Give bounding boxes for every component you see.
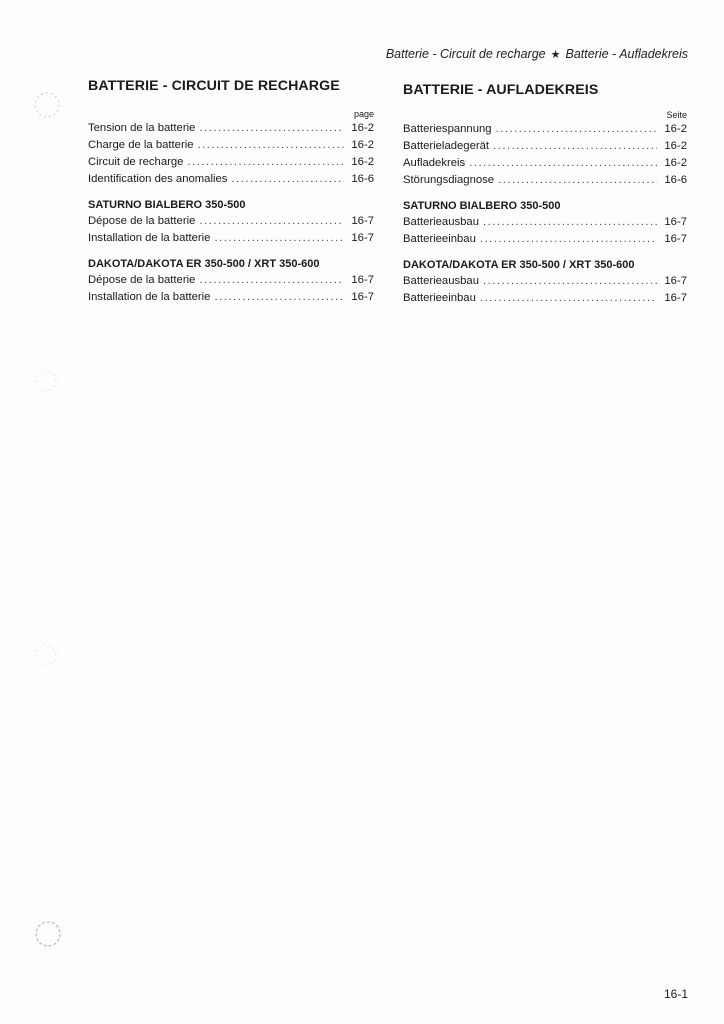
dot-leader (469, 155, 657, 172)
dot-leader (483, 214, 657, 231)
toc-entry-page: 16-7 (664, 233, 687, 245)
dot-leader (199, 120, 344, 137)
section-heading: SATURNO BIALBERO 350-500 (403, 200, 561, 212)
toc-entry-label: Installation de la batterie (88, 291, 211, 303)
german-toc (403, 76, 687, 307)
dot-leader (198, 137, 344, 154)
french-page-label: page (353, 109, 374, 119)
toc-entry-page: 16-2 (664, 140, 687, 152)
toc-entry-page: 16-6 (351, 173, 374, 185)
toc-entry[interactable] (403, 273, 687, 290)
toc-entry-label: Installation de la batterie (88, 232, 211, 244)
toc-entry-page: 16-2 (664, 123, 687, 135)
toc-entry[interactable] (403, 290, 687, 307)
toc-entry-page: 16-7 (351, 232, 374, 244)
toc-entry-label: Charge de la batterie (88, 139, 194, 151)
dot-leader (187, 154, 344, 171)
header-french: Batterie - Circuit de recharge (385, 47, 546, 61)
dot-leader (214, 289, 344, 306)
toc-entry[interactable] (88, 137, 374, 154)
toc-entry-page: 16-7 (664, 216, 687, 228)
toc-entry[interactable] (88, 213, 374, 230)
toc-entry[interactable] (88, 154, 374, 171)
dot-leader (480, 290, 657, 307)
toc-entry-page: 16-7 (664, 275, 687, 287)
toc-entry-label: Aufladekreis (403, 157, 466, 169)
dot-leader (498, 172, 657, 189)
toc-entry-page: 16-7 (351, 274, 374, 286)
toc-entry[interactable] (88, 289, 374, 306)
toc-entry[interactable] (88, 171, 374, 188)
dot-leader (493, 138, 657, 155)
toc-entry[interactable] (88, 272, 374, 289)
punch-hole-mark (30, 916, 66, 952)
toc-entry-label: Störungsdiagnose (403, 174, 495, 186)
dot-leader (496, 121, 657, 138)
dot-leader (483, 273, 657, 290)
dot-leader (199, 272, 344, 289)
toc-entry[interactable] (403, 121, 687, 138)
toc-entry-page: 16-2 (664, 157, 687, 169)
section-heading: DAKOTA/DAKOTA ER 350-500 / XRT 350-600 (88, 258, 320, 270)
german-page-label: Seite (666, 110, 687, 120)
toc-entry[interactable] (403, 155, 687, 172)
toc-entry-label: Batteriespannung (403, 123, 492, 135)
toc-entry-page: 16-2 (351, 122, 374, 134)
french-toc (88, 76, 374, 306)
toc-entry[interactable] (88, 120, 374, 137)
punch-hole-mark (30, 366, 64, 396)
page-number: 16-1 (663, 987, 688, 1001)
dot-leader (214, 230, 344, 247)
star-icon: ★ (550, 49, 561, 61)
toc-entry-label: Batterieausbau (403, 216, 479, 228)
toc-entry[interactable] (403, 138, 687, 155)
toc-entry[interactable] (403, 214, 687, 231)
toc-entry-page: 16-7 (351, 215, 374, 227)
toc-entry-label: Circuit de recharge (88, 156, 184, 168)
dot-leader (199, 213, 344, 230)
french-title: BATTERIE - CIRCUIT DE RECHARGE (88, 78, 340, 94)
toc-entry[interactable] (88, 230, 374, 247)
header-german: Batterie - Aufladekreis (565, 47, 688, 61)
dot-leader (480, 231, 657, 248)
section-heading: DAKOTA/DAKOTA ER 350-500 / XRT 350-600 (403, 259, 635, 271)
toc-entry-page: 16-7 (351, 291, 374, 303)
toc-entry[interactable] (403, 231, 687, 248)
toc-entry-label: Tension de la batterie (88, 122, 196, 134)
toc-entry-label: Dépose de la batterie (88, 274, 196, 286)
toc-entry-page: 16-6 (664, 174, 687, 186)
punch-hole-mark (30, 88, 64, 122)
toc-entry-label: Batterieeinbau (403, 292, 476, 304)
toc-entry[interactable] (403, 172, 687, 189)
toc-entry-page: 16-2 (351, 139, 374, 151)
punch-hole-mark (30, 640, 64, 670)
section-heading: SATURNO BIALBERO 350-500 (88, 199, 246, 211)
toc-entry-page: 16-2 (351, 156, 374, 168)
dot-leader (231, 171, 344, 188)
toc-entry-label: Identification des anomalies (88, 173, 228, 185)
toc-entry-label: Batterieeinbau (403, 233, 476, 245)
toc-entry-label: Batterieausbau (403, 275, 479, 287)
toc-entry-label: Batterieladegerät (403, 140, 490, 152)
toc-entry-page: 16-7 (664, 292, 687, 304)
german-title: BATTERIE - AUFLADEKREIS (403, 82, 599, 98)
running-header (386, 47, 688, 61)
toc-entry-label: Dépose de la batterie (88, 215, 196, 227)
